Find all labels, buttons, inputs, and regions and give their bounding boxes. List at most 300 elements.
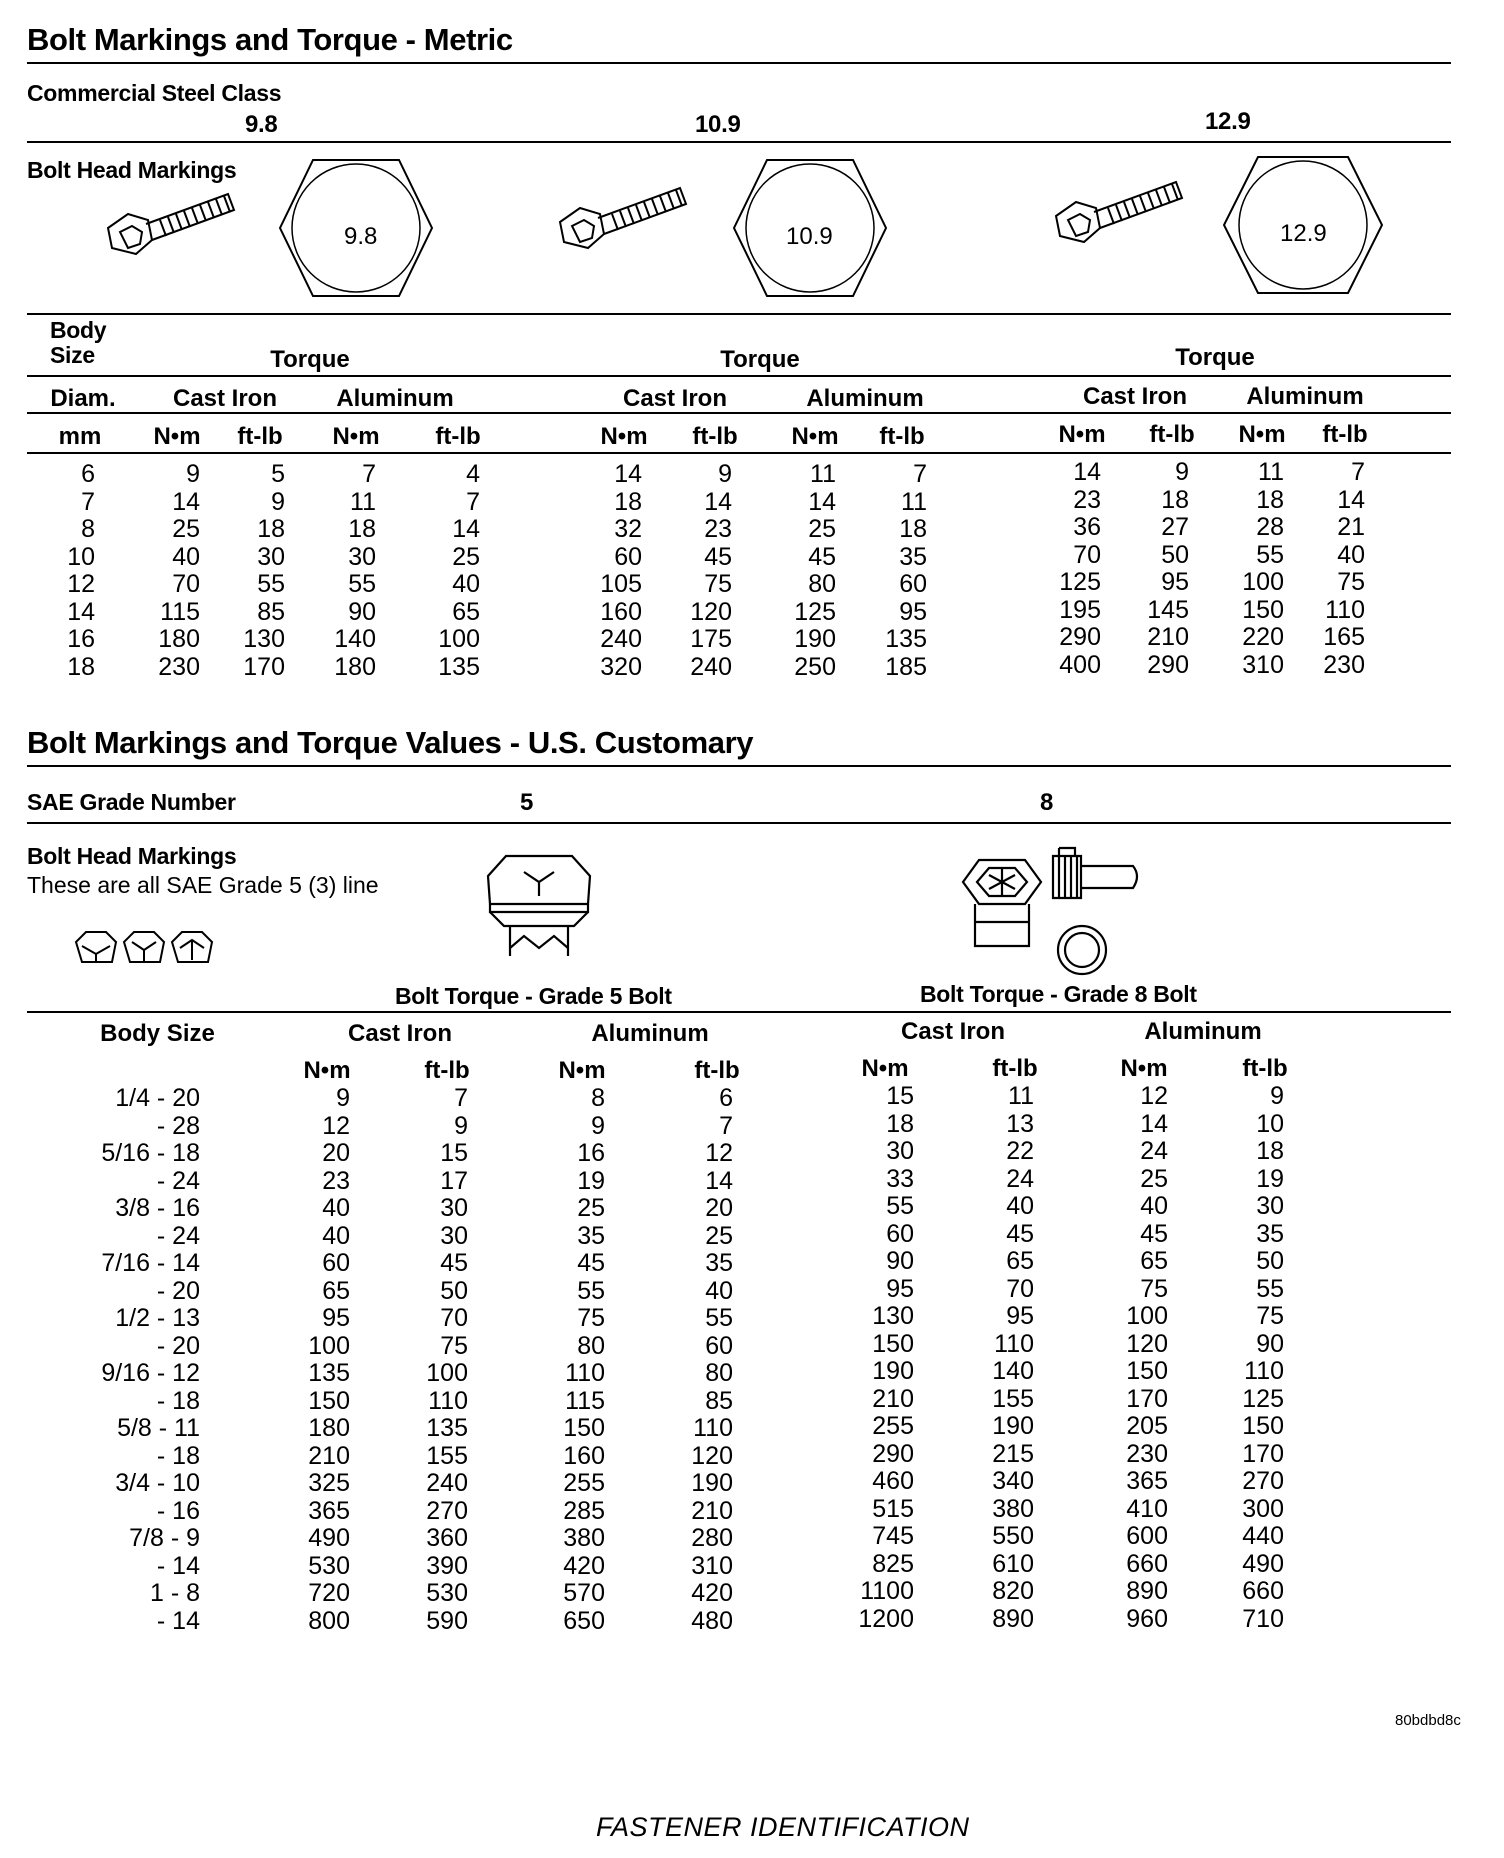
table-cell: 150 — [1126, 1357, 1168, 1385]
table-cell: 80 — [577, 1331, 605, 1360]
table-cell: 230 — [1323, 650, 1365, 679]
table-cell: 180 — [334, 652, 376, 681]
table-cell: 960 — [1126, 1604, 1168, 1633]
table-cell: 18 — [1256, 1137, 1284, 1165]
ftlb-header: ft-lb — [879, 423, 925, 450]
table-cell: 14 — [1337, 485, 1365, 514]
table-cell: 45 — [440, 1249, 468, 1277]
table-cell: 120 — [1126, 1329, 1168, 1358]
table-cell: 55 — [1256, 540, 1284, 569]
table-cell: 125 — [1242, 1384, 1284, 1413]
body-size-label: Body Size — [100, 1020, 215, 1047]
table-cell: 23 — [322, 1166, 350, 1195]
grade-8-cast-iron-label: Cast Iron — [900, 1018, 1005, 1045]
table-cell: 515 — [872, 1494, 914, 1523]
table-cell: 240 — [690, 652, 732, 681]
table-cell: 110 — [1325, 595, 1365, 624]
table-cell: - 16 — [156, 1496, 200, 1525]
table-cell: 75 — [440, 1331, 468, 1360]
metric-diam-column — [40, 461, 95, 681]
table-cell: 110 — [428, 1386, 468, 1415]
table-cell: 11 — [810, 460, 836, 488]
table-cell: 12 — [705, 1139, 733, 1167]
nm-header: N•m — [153, 423, 201, 450]
table-cell: - 24 — [156, 1221, 200, 1250]
table-cell: 13 — [1006, 1109, 1034, 1138]
table-cell: 60 — [614, 542, 642, 571]
table-cell: 9 — [718, 460, 732, 488]
table-cell: 255 — [563, 1469, 605, 1497]
ftlb-header: ft-lb — [1322, 421, 1368, 448]
table-cell: 19 — [1256, 1164, 1284, 1193]
table-cell: 185 — [885, 652, 927, 681]
metric-9-8-cast-iron-ftlb-column — [225, 461, 285, 681]
table-cell: 45 — [808, 542, 836, 571]
table-cell: 110 — [693, 1414, 733, 1442]
table-cell: 7 — [362, 460, 376, 488]
table-cell: 27 — [1161, 513, 1189, 541]
grade-8-aluminum-label: Aluminum — [1144, 1018, 1262, 1045]
table-cell: 95 — [322, 1304, 350, 1332]
page-caption: FASTENER IDENTIFICATION — [596, 1812, 970, 1842]
table-cell: 300 — [1242, 1494, 1284, 1523]
us-grade5-aluminum-ftlb-column — [673, 1085, 733, 1635]
table-cell: 45 — [704, 542, 732, 571]
table-cell: 7 — [719, 1111, 733, 1140]
table-cell: 18 — [1256, 485, 1284, 514]
table-cell: 270 — [426, 1496, 468, 1525]
table-cell: 30 — [886, 1137, 914, 1165]
table-cell: 365 — [308, 1496, 350, 1525]
table-cell: 65 — [322, 1276, 350, 1305]
table-cell: 125 — [794, 597, 836, 626]
table-cell: 100 — [1126, 1302, 1168, 1330]
table-cell: 150 — [1242, 1412, 1284, 1440]
divider — [27, 141, 1451, 143]
table-cell: 45 — [1006, 1219, 1034, 1248]
us-head-markings-label: Bolt Head Markings — [27, 843, 237, 869]
us-body-size-column — [60, 1085, 200, 1635]
table-cell: 6 — [719, 1084, 733, 1112]
torque-label-12-9: Torque — [1175, 344, 1255, 371]
class-10-9-label: 10.9 — [695, 111, 741, 138]
table-cell: 75 — [704, 570, 732, 598]
body-size-label: Body Size — [50, 317, 107, 368]
table-cell: 40 — [705, 1276, 733, 1305]
table-cell: 20 — [322, 1139, 350, 1167]
table-cell: 5 — [271, 460, 285, 488]
table-cell: 35 — [705, 1249, 733, 1277]
table-cell: 30 — [440, 1221, 468, 1250]
table-cell: 4 — [466, 460, 480, 488]
ftlb-header: ft-lb — [692, 423, 738, 450]
nm-header: N•m — [1238, 421, 1286, 448]
table-cell: 65 — [1140, 1247, 1168, 1275]
table-cell: 65 — [452, 597, 480, 626]
table-cell: 135 — [308, 1359, 350, 1387]
bolt-head-9-8-marking: 9.8 — [344, 223, 378, 250]
grade-5-label: 5 — [520, 789, 534, 816]
metric-9-8-cast-iron-nm-column — [140, 461, 200, 681]
table-cell: 95 — [1161, 568, 1189, 596]
table-cell: 410 — [1126, 1494, 1168, 1523]
table-cell: 150 — [872, 1329, 914, 1358]
table-cell: 40 — [322, 1221, 350, 1250]
table-cell: 460 — [872, 1467, 914, 1495]
table-cell: 70 — [1006, 1274, 1034, 1303]
table-cell: 16 — [67, 625, 95, 653]
ftlb-header: ft-lb — [237, 423, 283, 450]
table-cell: 95 — [1006, 1302, 1034, 1330]
cast-iron-label-10-9: Cast Iron — [622, 385, 727, 412]
table-cell: 14 — [452, 515, 480, 543]
table-cell: 23 — [704, 515, 732, 543]
nm-header: N•m — [558, 1057, 606, 1084]
table-cell: 530 — [308, 1551, 350, 1580]
aluminum-label-9-8: Aluminum — [336, 385, 454, 412]
table-cell: 14 — [808, 487, 836, 516]
table-cell: 9 — [1270, 1082, 1284, 1110]
table-cell: 55 — [886, 1192, 914, 1220]
table-cell: 17 — [440, 1166, 468, 1195]
table-cell: 40 — [1140, 1192, 1168, 1220]
nm-header: N•m — [861, 1055, 909, 1082]
ftlb-header: ft-lb — [992, 1055, 1038, 1082]
table-cell: 205 — [1126, 1412, 1168, 1440]
table-cell: 175 — [690, 625, 732, 653]
us-grade8-aluminum-nm-column — [1108, 1083, 1168, 1633]
table-cell: 270 — [1242, 1467, 1284, 1495]
grade-8-torque-label: Bolt Torque - Grade 8 Bolt — [920, 981, 1197, 1007]
table-cell: 160 — [600, 597, 642, 626]
table-cell: 160 — [563, 1441, 605, 1470]
table-cell: 50 — [1161, 540, 1189, 569]
table-cell: 120 — [690, 597, 732, 626]
cast-iron-label-12-9: Cast Iron — [1082, 383, 1187, 410]
metric-9-8-aluminum-ftlb-column — [420, 461, 480, 681]
table-cell: 1/4 - 20 — [115, 1084, 200, 1112]
table-cell: 600 — [1126, 1522, 1168, 1550]
table-cell: 33 — [886, 1164, 914, 1193]
aluminum-label-12-9: Aluminum — [1246, 383, 1364, 410]
table-cell: 1 - 8 — [149, 1579, 200, 1607]
table-cell: 420 — [691, 1579, 733, 1607]
table-cell: 3/4 - 10 — [115, 1469, 200, 1497]
table-cell: 195 — [1059, 595, 1101, 624]
table-cell: 745 — [872, 1522, 914, 1550]
table-cell: 100 — [308, 1331, 350, 1360]
table-cell: 390 — [426, 1551, 468, 1580]
grade-5-bolt-icon — [484, 852, 594, 962]
table-cell: 90 — [1256, 1329, 1284, 1358]
table-cell: 40 — [1006, 1192, 1034, 1220]
aluminum-label-10-9: Aluminum — [806, 385, 924, 412]
metric-10-9-aluminum-nm-column — [776, 461, 836, 681]
table-cell: 280 — [691, 1524, 733, 1552]
metric-12-9-aluminum-ftlb-column — [1305, 459, 1365, 679]
table-cell: 18 — [67, 652, 95, 681]
table-cell: 35 — [899, 542, 927, 571]
table-cell: 12 — [322, 1111, 350, 1140]
table-cell: 250 — [794, 652, 836, 681]
table-cell: - 20 — [156, 1331, 200, 1360]
class-12-9-label: 12.9 — [1205, 108, 1251, 135]
table-cell: 70 — [440, 1304, 468, 1332]
table-cell: 55 — [348, 570, 376, 598]
table-cell: 60 — [322, 1249, 350, 1277]
table-cell: 10 — [67, 542, 95, 571]
us-grade8-cast-iron-nm-column — [834, 1083, 914, 1633]
table-cell: 25 — [577, 1194, 605, 1222]
table-cell: 310 — [691, 1551, 733, 1580]
metric-10-9-cast-iron-nm-column — [582, 461, 642, 681]
table-cell: 60 — [705, 1331, 733, 1360]
table-cell: 35 — [1256, 1219, 1284, 1248]
bolt-side-10-9-icon — [552, 182, 692, 272]
table-cell: 150 — [1242, 595, 1284, 624]
divider — [27, 765, 1451, 767]
table-cell: 11 — [901, 487, 927, 516]
divider — [27, 313, 1451, 315]
table-cell: 135 — [426, 1414, 468, 1442]
bolt-head-12-9-marking: 12.9 — [1280, 220, 1327, 247]
table-cell: 365 — [1126, 1467, 1168, 1495]
table-cell: 8 — [591, 1084, 605, 1112]
table-cell: 210 — [308, 1441, 350, 1470]
table-cell: 310 — [1242, 650, 1284, 679]
table-cell: 80 — [808, 570, 836, 598]
table-cell: 650 — [563, 1606, 605, 1635]
table-cell: - 24 — [156, 1166, 200, 1195]
table-cell: 7 — [466, 487, 480, 516]
table-cell: 18 — [899, 515, 927, 543]
table-cell: 6 — [81, 460, 95, 488]
table-cell: 825 — [872, 1549, 914, 1578]
table-cell: 135 — [885, 625, 927, 653]
table-cell: 14 — [1073, 458, 1101, 486]
table-cell: 1200 — [858, 1604, 914, 1633]
figure-code: 80bdbd8c — [1395, 1712, 1461, 1729]
table-cell: 28 — [1256, 513, 1284, 541]
table-cell: 14 — [67, 597, 95, 626]
bolt-side-9-8-icon — [100, 188, 240, 278]
table-cell: 80 — [705, 1359, 733, 1387]
table-cell: - 18 — [156, 1386, 200, 1415]
table-cell: 105 — [600, 570, 642, 598]
table-cell: 135 — [438, 652, 480, 681]
table-cell: 30 — [257, 542, 285, 571]
table-cell: 30 — [348, 542, 376, 571]
table-cell: 150 — [563, 1414, 605, 1442]
table-cell: 8 — [81, 515, 95, 543]
table-cell: 21 — [1337, 513, 1365, 541]
table-cell: 440 — [1242, 1522, 1284, 1550]
table-cell: 50 — [440, 1276, 468, 1305]
table-cell: 110 — [565, 1359, 605, 1387]
table-cell: 16 — [577, 1139, 605, 1167]
table-cell: 18 — [886, 1109, 914, 1138]
table-cell: 25 — [808, 515, 836, 543]
class-9-8-label: 9.8 — [245, 111, 278, 138]
ftlb-header: ft-lb — [694, 1057, 740, 1084]
table-cell: 190 — [794, 625, 836, 653]
table-cell: 125 — [1059, 568, 1101, 596]
grade-5-head-variants-icon — [72, 928, 222, 970]
table-cell: 290 — [1147, 650, 1189, 679]
table-cell: 130 — [243, 625, 285, 653]
table-cell: 7 — [81, 487, 95, 516]
table-cell: 24 — [1006, 1164, 1034, 1193]
table-cell: 100 — [426, 1359, 468, 1387]
table-cell: 11 — [1258, 458, 1284, 486]
table-cell: 25 — [1140, 1164, 1168, 1193]
table-cell: 70 — [1073, 540, 1101, 569]
table-cell: - 28 — [156, 1111, 200, 1140]
table-cell: 130 — [872, 1302, 914, 1330]
table-cell: 800 — [308, 1606, 350, 1635]
table-cell: 25 — [172, 515, 200, 543]
table-cell: 115 — [565, 1386, 605, 1415]
table-cell: 820 — [992, 1577, 1034, 1605]
table-cell: 65 — [1006, 1247, 1034, 1275]
table-cell: 190 — [872, 1357, 914, 1385]
table-cell: 320 — [600, 652, 642, 681]
table-cell: - 20 — [156, 1276, 200, 1305]
table-cell: 14 — [172, 487, 200, 516]
ftlb-header: ft-lb — [424, 1057, 470, 1084]
table-cell: 55 — [705, 1304, 733, 1332]
table-cell: 9 — [186, 460, 200, 488]
us-grade5-cast-iron-nm-column — [290, 1085, 350, 1635]
table-cell: 210 — [691, 1496, 733, 1525]
table-cell: 75 — [577, 1304, 605, 1332]
table-cell: 7 — [1351, 458, 1365, 486]
divider — [27, 62, 1451, 64]
table-cell: 100 — [1242, 568, 1284, 596]
table-cell: 285 — [563, 1496, 605, 1525]
divider — [27, 375, 1451, 377]
table-cell: 7/16 - 14 — [101, 1249, 200, 1277]
table-cell: 95 — [886, 1274, 914, 1303]
table-cell: 55 — [577, 1276, 605, 1305]
table-cell: 25 — [705, 1221, 733, 1250]
table-cell: 55 — [257, 570, 285, 598]
table-cell: 90 — [348, 597, 376, 626]
grade-8-label: 8 — [1040, 789, 1054, 816]
table-cell: 110 — [1244, 1357, 1284, 1385]
table-cell: 18 — [1161, 485, 1189, 514]
table-cell: 660 — [1242, 1577, 1284, 1605]
table-cell: 9 — [336, 1084, 350, 1112]
table-cell: 1100 — [860, 1577, 914, 1605]
us-title: Bolt Markings and Torque Values - U.S. Customary — [27, 725, 754, 760]
table-cell: 610 — [992, 1549, 1034, 1578]
divider — [27, 1011, 1451, 1013]
table-cell: 570 — [563, 1579, 605, 1607]
table-cell: 220 — [1242, 623, 1284, 651]
table-cell: 25 — [452, 542, 480, 571]
table-cell: 60 — [899, 570, 927, 598]
table-cell: 165 — [1323, 623, 1365, 651]
table-cell: 170 — [1126, 1384, 1168, 1413]
table-cell: 150 — [308, 1386, 350, 1415]
commercial-steel-class-label: Commercial Steel Class — [27, 80, 282, 106]
table-cell: 9/16 - 12 — [101, 1359, 200, 1387]
table-cell: 290 — [872, 1439, 914, 1468]
table-cell: 115 — [160, 597, 200, 626]
table-cell: 360 — [426, 1524, 468, 1552]
table-cell: 140 — [334, 625, 376, 653]
grade-5-aluminum-label: Aluminum — [591, 1020, 709, 1047]
table-cell: 15 — [440, 1139, 468, 1167]
table-cell: 170 — [1242, 1439, 1284, 1468]
torque-label-9-8: Torque — [270, 346, 350, 373]
grade-5-line-note: These are all SAE Grade 5 (3) line — [27, 872, 379, 898]
table-cell: 19 — [577, 1166, 605, 1195]
metric-10-9-aluminum-ftlb-column — [867, 461, 927, 681]
table-cell: 230 — [1126, 1439, 1168, 1468]
nm-header: N•m — [600, 423, 648, 450]
metric-12-9-cast-iron-ftlb-column — [1129, 459, 1189, 679]
table-cell: 85 — [705, 1386, 733, 1415]
us-grade8-aluminum-ftlb-column — [1224, 1083, 1284, 1633]
table-cell: 75 — [1140, 1274, 1168, 1303]
table-cell: 23 — [1073, 485, 1101, 514]
table-cell: 660 — [1126, 1549, 1168, 1578]
table-cell: 18 — [614, 487, 642, 516]
table-cell: 14 — [1140, 1109, 1168, 1138]
table-cell: 210 — [1147, 623, 1189, 651]
table-cell: 380 — [563, 1524, 605, 1552]
us-grade5-cast-iron-ftlb-column — [408, 1085, 468, 1635]
table-cell: 35 — [577, 1221, 605, 1250]
table-cell: 24 — [1140, 1137, 1168, 1165]
table-cell: 490 — [1242, 1549, 1284, 1578]
ftlb-header: ft-lb — [435, 423, 481, 450]
metric-12-9-cast-iron-nm-column — [1041, 459, 1101, 679]
table-cell: 290 — [1059, 623, 1101, 651]
metric-10-9-cast-iron-ftlb-column — [672, 461, 732, 681]
grade-5-torque-label: Bolt Torque - Grade 5 Bolt — [395, 983, 672, 1009]
table-cell: 40 — [322, 1194, 350, 1222]
table-cell: 45 — [1140, 1219, 1168, 1248]
table-cell: 170 — [243, 652, 285, 681]
table-cell: 75 — [1256, 1302, 1284, 1330]
bolt-side-12-9-icon — [1048, 176, 1188, 266]
table-cell: 180 — [308, 1414, 350, 1442]
nm-header: N•m — [332, 423, 380, 450]
table-cell: 5/8 - 11 — [117, 1414, 200, 1442]
table-cell: 9 — [1175, 458, 1189, 486]
table-cell: 155 — [426, 1441, 468, 1470]
table-cell: 530 — [426, 1579, 468, 1607]
torque-label-10-9: Torque — [720, 346, 800, 373]
table-cell: 155 — [992, 1384, 1034, 1413]
table-cell: 9 — [591, 1111, 605, 1140]
us-grade8-cast-iron-ftlb-column — [974, 1083, 1034, 1633]
divider — [27, 822, 1451, 824]
mm-label: mm — [58, 423, 102, 450]
table-cell: 7/8 - 9 — [129, 1524, 200, 1552]
table-cell: 180 — [158, 625, 200, 653]
nm-header: N•m — [303, 1057, 351, 1084]
table-cell: 255 — [872, 1412, 914, 1440]
table-cell: 110 — [994, 1329, 1034, 1358]
nm-header: N•m — [791, 423, 839, 450]
table-cell: 240 — [600, 625, 642, 653]
table-cell: 380 — [992, 1494, 1034, 1523]
table-cell: 70 — [172, 570, 200, 598]
